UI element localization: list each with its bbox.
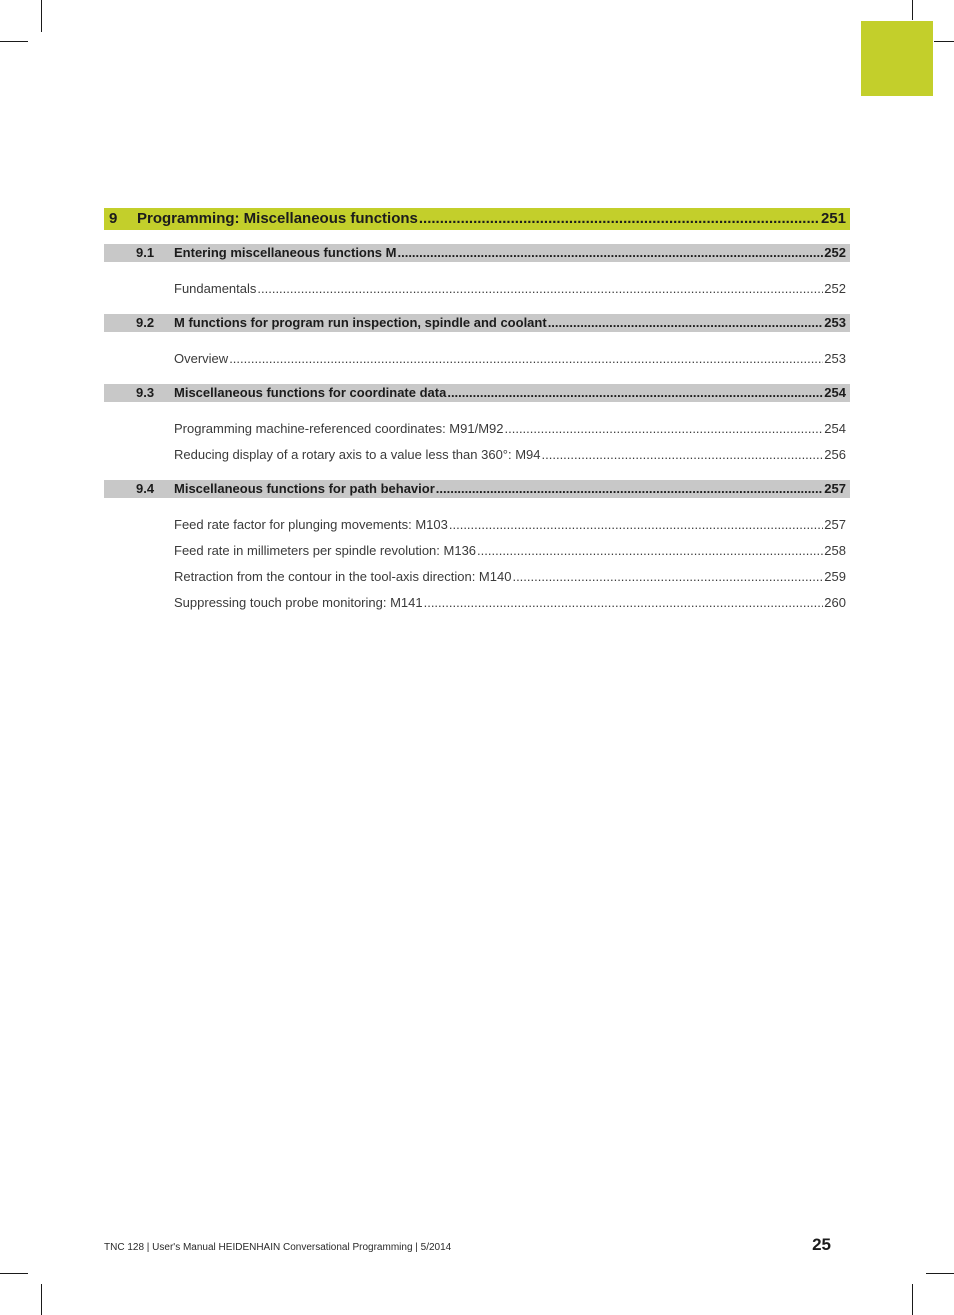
section-number: 9.1 [136,245,155,260]
leader-dots [436,480,824,498]
section-title: Entering miscellaneous functions M [174,245,397,260]
entry-title: Feed rate factor for plunging movements: M103 [174,517,448,532]
toc-entry-row[interactable] [104,280,850,306]
leader-dots [542,446,824,464]
toc-entry-row[interactable] [104,568,850,594]
entry-page: 258 [824,543,846,558]
entry-page: 253 [824,351,846,366]
leader-dots [419,208,820,230]
leader-dots [229,350,823,368]
crop-mark [934,41,954,42]
crop-mark [912,1284,913,1315]
entry-page: 256 [824,447,846,462]
toc-section-row[interactable] [104,314,850,332]
crop-mark [0,1273,28,1274]
entry-page: 260 [824,595,846,610]
chapter-tab-marker [861,21,933,96]
toc-section-row[interactable] [104,244,850,262]
crop-mark [926,1273,954,1274]
leader-dots [548,314,824,332]
section-page: 257 [824,481,846,496]
page-number: 25 [812,1235,831,1254]
chapter-number: 9 [109,210,118,227]
leader-dots [424,594,824,612]
crop-mark [912,0,913,20]
chapter-title: Programming: Miscellaneous functions [137,210,418,227]
section-number: 9.4 [136,481,155,496]
toc-entry-row[interactable] [104,594,850,620]
leader-dots [477,542,823,560]
leader-dots [449,516,823,534]
crop-mark [41,1284,42,1315]
leader-dots [257,280,823,298]
toc-entry-row[interactable] [104,542,850,568]
entry-title: Suppressing touch probe monitoring: M141 [174,595,423,610]
entry-title: Retraction from the contour in the tool-axis direction: M140 [174,569,512,584]
section-number: 9.3 [136,385,155,400]
entry-title: Overview [174,351,229,366]
toc-chapter-row[interactable] [104,208,850,230]
leader-dots [505,420,824,438]
leader-dots [512,568,823,586]
crop-mark [0,41,28,42]
entry-title: Programming machine-referenced coordinates: M91/M92 [174,421,504,436]
leader-dots [397,244,823,262]
entry-page: 254 [824,421,846,436]
section-page: 252 [824,245,846,260]
toc-section-row[interactable] [104,384,850,402]
entry-title: Fundamentals [174,281,257,296]
section-page: 254 [824,385,846,400]
leader-dots [447,384,823,402]
page-footer: TNC 128 | User's Manual HEIDENHAIN Conversational Programming | 5/2014 [104,1242,452,1253]
chapter-page: 251 [820,210,846,227]
toc-entry-row[interactable] [104,446,850,472]
section-number: 9.2 [136,315,155,330]
section-title: M functions for program run inspection, spindle and coolant [174,315,547,330]
section-page: 253 [824,315,846,330]
toc-entry-row[interactable] [104,420,850,446]
section-title: Miscellaneous functions for coordinate data [174,385,447,400]
toc-entry-row[interactable] [104,516,850,542]
section-title: Miscellaneous functions for path behavior [174,481,435,496]
entry-page: 252 [824,281,846,296]
toc-section-row[interactable] [104,480,850,498]
crop-mark [41,0,42,32]
toc-entry-row[interactable] [104,350,850,376]
entry-title: Reducing display of a rotary axis to a value less than 360°: M94 [174,447,541,462]
entry-page: 257 [824,517,846,532]
entry-title: Feed rate in millimeters per spindle revolution: M136 [174,543,477,558]
table-of-contents [104,208,850,620]
entry-page: 259 [824,569,846,584]
